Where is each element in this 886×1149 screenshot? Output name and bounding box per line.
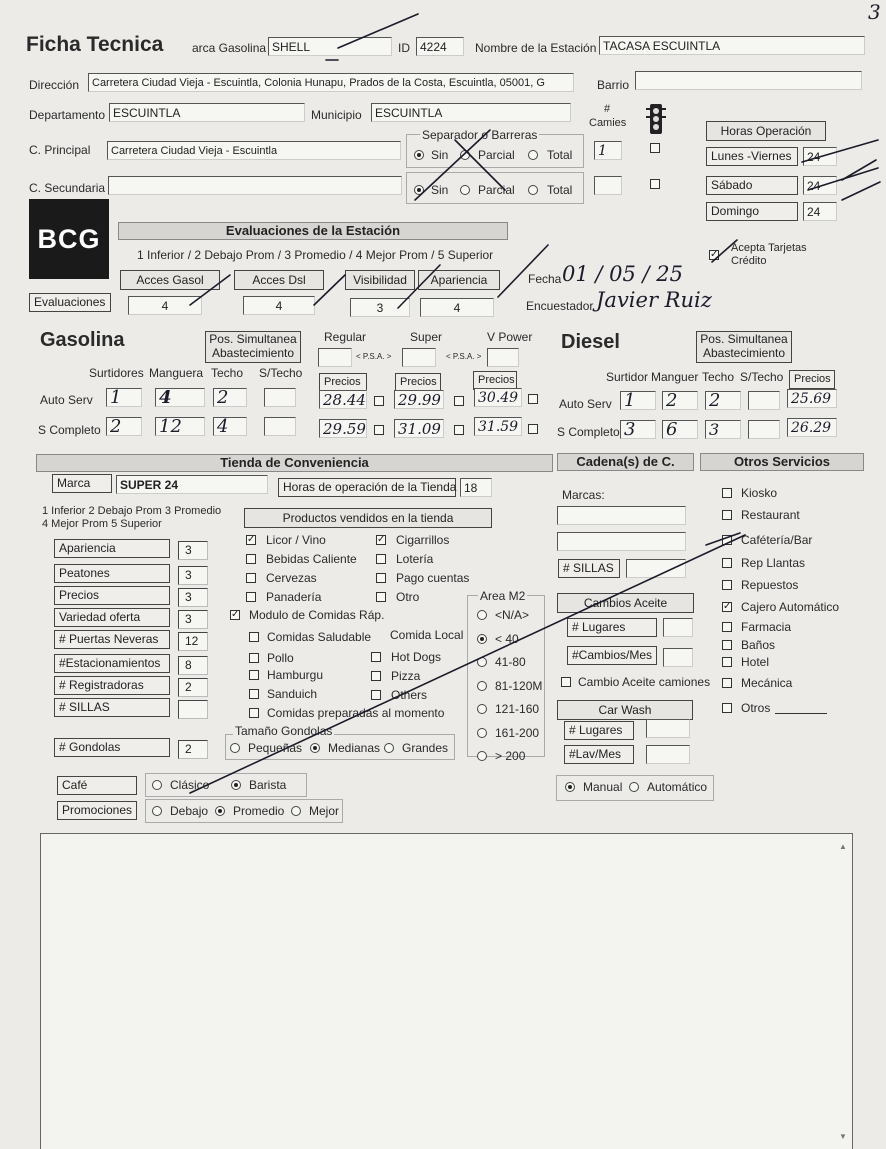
comida-1-label: Pollo: [267, 651, 294, 665]
otros-cajero-autom-tico-label: Cajero Automático: [741, 600, 840, 614]
gas-scompleto-label: S Completo: [38, 423, 101, 437]
gas-scompleto-p1-check[interactable]: [374, 425, 384, 435]
otros-ba-os-label: Baños: [741, 638, 776, 652]
otros-repuestos-label: Repuestos: [741, 578, 799, 592]
producto2-1-check[interactable]: [376, 554, 386, 564]
modulo-comidas-label: Modulo de Comidas Ráp.: [249, 608, 385, 622]
diesel-title: Diesel: [561, 331, 620, 353]
area-0-label: <N/A>: [495, 608, 530, 622]
barrio-field[interactable]: [635, 71, 862, 90]
comida2-1-label: Pizza: [391, 669, 421, 683]
gas-col-surtidores: Surtidores: [89, 366, 144, 380]
gas-autoserv-label: Auto Serv: [40, 393, 93, 407]
id-field[interactable]: 4224: [416, 37, 464, 56]
gas-scompleto-p2[interactable]: [394, 419, 444, 438]
dsl-autoserv-surt[interactable]: [620, 391, 656, 410]
gas-autoserv-p2-check[interactable]: [454, 396, 464, 406]
producto-1-check[interactable]: [246, 554, 256, 564]
producto-2-check[interactable]: [246, 573, 256, 583]
sep-principal-total-radio[interactable]: [528, 150, 538, 160]
rating-peatones-field[interactable]: 3: [178, 566, 208, 585]
otros-servicios-title: Otros Servicios: [700, 453, 864, 471]
scroll-up-icon[interactable]: ▲: [839, 842, 847, 851]
otros-farmacia-label: Farmacia: [741, 620, 792, 634]
lav-mes-field[interactable]: [646, 745, 690, 764]
cadena-marcas-label: Marcas:: [562, 488, 605, 502]
precios-regular-label: Precios: [319, 373, 367, 392]
producto2-2-check[interactable]: [376, 573, 386, 583]
precios-vpower-label: Precios: [473, 371, 517, 390]
otros-otros-check[interactable]: [722, 703, 732, 713]
area-5-radio[interactable]: [477, 728, 487, 738]
gondola-2-label: Grandes: [402, 741, 449, 755]
rating-gondolas-label: # Gondolas: [54, 738, 170, 757]
barrio-label: Barrio: [597, 78, 630, 92]
direccion-field[interactable]: Carretera Ciudad Vieja - Escuintla, Colonia Hunapu, Prados de la Costa, Escuintla, 05001, G: [88, 73, 574, 92]
otros-underline: [775, 713, 827, 714]
promociones-label: Promociones: [57, 801, 137, 820]
dsl-autoserv-p[interactable]: [787, 389, 837, 408]
dsl-col-manguer: Manguer: [651, 370, 699, 384]
rating-estacionamientos-label: #Estacionamientos: [54, 654, 170, 673]
apariencia-field[interactable]: 4: [420, 298, 494, 317]
promo-2-label: Mejor: [309, 804, 340, 818]
gas-scompleto-p3-check[interactable]: [528, 424, 538, 434]
visibilidad-button[interactable]: Visibilidad: [345, 270, 415, 290]
otros-caf-ter-a-bar-label: Cafétería/Bar: [741, 533, 813, 547]
gas-scompleto-p2-value: 31.09: [398, 420, 441, 438]
tienda-horas-field[interactable]: 18: [460, 478, 492, 497]
rating-apariencia-field[interactable]: 3: [178, 541, 208, 560]
otros-rep-llantas-label: Rep Llantas: [741, 556, 806, 570]
area-0-radio[interactable]: [477, 610, 487, 620]
cadena-marca-1-field[interactable]: [557, 506, 686, 525]
otros-otros-label: Otros: [741, 701, 771, 715]
area-2-radio[interactable]: [477, 657, 487, 667]
sep-secundaria-sin-radio[interactable]: [414, 185, 424, 195]
cambio-aceite-camiones-label: Cambio Aceite camiones: [578, 675, 711, 689]
comida-0-check[interactable]: [249, 632, 259, 642]
cafe-0-label: Clásico: [170, 778, 210, 792]
separador-label: Separador o Barreras: [422, 128, 538, 142]
sabado-field[interactable]: 24: [803, 176, 837, 195]
comida-2-check[interactable]: [249, 670, 259, 680]
gas-autoserv-p2[interactable]: [394, 390, 444, 409]
gas-autoserv-techo-value: 2: [217, 388, 229, 407]
gas-col-manguera: Manguera: [149, 366, 204, 380]
producto2-0-label: Cigarrillos: [396, 533, 450, 547]
dsl-autoserv-techo-value: 2: [709, 391, 721, 410]
dsl-scompleto-techo-value: 3: [709, 420, 720, 439]
c-secundaria-field[interactable]: [108, 176, 402, 195]
area-4-label: 121-160: [495, 702, 540, 716]
fecha-value: 01 / 05 / 25: [562, 262, 684, 286]
otros-repuestos-check[interactable]: [722, 580, 732, 590]
rating-gondolas-field[interactable]: 2: [178, 740, 208, 759]
gas-scompleto-stecho[interactable]: [264, 417, 296, 436]
tamano-gondolas-label: Tamaño Gondolas: [235, 724, 333, 738]
dsl-col-stecho: S/Techo: [740, 370, 784, 384]
fecha-label: Fecha: [528, 272, 562, 286]
area-1-radio[interactable]: [477, 634, 487, 644]
acces-gasol-field[interactable]: 4: [128, 296, 202, 315]
comida-3-label: Sanduich: [267, 687, 318, 701]
municipio-field[interactable]: ESCUINTLA: [371, 103, 571, 122]
id-label: ID: [398, 41, 410, 55]
visibilidad-field[interactable]: 3: [350, 298, 410, 317]
rating-registradoras-field[interactable]: 2: [178, 678, 208, 697]
otros-kiosko-check[interactable]: [722, 488, 732, 498]
domingo-label: Domingo: [706, 202, 798, 221]
comida-local-label: Comida Local: [390, 628, 464, 642]
dsl-autoserv-p-value: 25.69: [791, 391, 832, 407]
gas-autoserv-mang[interactable]: [155, 388, 205, 407]
domingo-field[interactable]: 24: [803, 202, 837, 221]
gondola-1-radio[interactable]: [310, 743, 320, 753]
vpower-label: V Power: [487, 330, 533, 344]
cambios-aceite-button[interactable]: Cambios Aceite: [557, 593, 694, 613]
cadena-sillas-field[interactable]: [626, 559, 686, 578]
gas-autoserv-surt[interactable]: [106, 388, 142, 407]
camiones-secundaria-check[interactable]: [650, 179, 660, 189]
gas-autoserv-p1[interactable]: [319, 390, 367, 409]
cadena-marca-2-field[interactable]: [557, 532, 686, 551]
cadena-sillas-label: # SILLAS: [558, 559, 620, 578]
sep-secundaria-parcial-radio[interactable]: [460, 185, 470, 195]
otros-kiosko-label: Kiosko: [741, 486, 778, 500]
gas-scompleto-p3-value: 31.59: [478, 419, 519, 435]
producto-2-label: Cervezas: [266, 571, 317, 585]
c-principal-label: C. Principal: [29, 143, 91, 157]
rating-estacionamientos-field[interactable]: 8: [178, 656, 208, 675]
wash-0-label: Manual: [583, 780, 623, 794]
producto2-3-label: Otro: [396, 590, 420, 604]
rating-sillas-label: # SILLAS: [54, 698, 170, 717]
comida2-2-label: Others: [391, 688, 428, 702]
camiones-principal-check[interactable]: [650, 143, 660, 153]
dsl-scompleto-p[interactable]: [787, 418, 837, 437]
modulo-comidas-check[interactable]: ✓: [231, 609, 240, 620]
notes-scrollbar[interactable]: [836, 836, 850, 1141]
producto2-3-check[interactable]: [376, 592, 386, 602]
page-title: Ficha Tecnica: [26, 33, 164, 56]
gas-autoserv-p1-value: 28.44: [323, 391, 366, 409]
productos-vendidos-button[interactable]: Productos vendidos en la tienda: [244, 508, 492, 528]
lugares2-label: # Lugares: [564, 721, 634, 740]
promo-1-radio[interactable]: [215, 806, 225, 816]
sep-secundaria-total-radio[interactable]: [528, 185, 538, 195]
comida-3-check[interactable]: [249, 689, 259, 699]
sep-principal-total-label: Total: [547, 148, 573, 162]
lugares-label: # Lugares: [567, 618, 657, 637]
otros-hotel-check[interactable]: [722, 657, 732, 667]
area-6-label: > 200: [495, 749, 526, 763]
rating-precios-label: Precios: [54, 586, 170, 605]
producto2-0-check[interactable]: ✓: [377, 534, 386, 545]
psa-label-1: < P.S.A. >: [356, 352, 392, 361]
rating-precios-field[interactable]: 3: [178, 588, 208, 607]
gondola-2-radio[interactable]: [384, 743, 394, 753]
producto-0-label: Licor / Vino: [266, 533, 326, 547]
promo-0-label: Debajo: [170, 804, 209, 818]
rating-puertas-neveras-field[interactable]: 12: [178, 632, 208, 651]
notes-area[interactable]: [40, 833, 853, 1149]
dsl-autoserv-label: Auto Serv: [559, 397, 612, 411]
area-3-label: 81-120M: [495, 678, 543, 693]
comida-2-label: Hamburgu: [267, 668, 324, 682]
gondola-1-label: Medianas: [328, 741, 381, 755]
gas-autoserv-stecho[interactable]: [264, 388, 296, 407]
departamento-field[interactable]: ESCUINTLA: [109, 103, 305, 122]
cadena-title: Cadena(s) de C.: [557, 453, 694, 471]
marca-gasolina-field[interactable]: SHELL: [268, 37, 392, 56]
sep-principal-parcial-radio[interactable]: [460, 150, 470, 160]
producto-3-label: Panadería: [266, 590, 322, 604]
cambios-mes-field[interactable]: [663, 648, 693, 667]
acces-dsl-field[interactable]: 4: [243, 296, 315, 315]
gas-scompleto-p1[interactable]: [319, 419, 367, 438]
lav-mes-label: #Lav/Mes: [564, 745, 634, 764]
dsl-col-surtidor: Surtidor: [606, 370, 649, 384]
dsl-scompleto-mang-value: 6: [666, 420, 678, 439]
lugares2-field[interactable]: [646, 719, 690, 738]
tienda-scale-2: 4 Mejor Prom 5 Superior: [42, 518, 162, 530]
rating-apariencia-label: Apariencia: [54, 539, 170, 558]
regular-label: Regular: [324, 330, 367, 344]
sep-principal-sin-label: Sin: [431, 148, 449, 162]
precios-super-label: Precios: [395, 373, 441, 392]
area-6-radio[interactable]: [477, 751, 487, 761]
camiones-label: Camies: [589, 117, 627, 129]
comida-0-label: Comidas Saludable: [267, 630, 372, 644]
sep-secundaria-parcial-label: Parcial: [478, 183, 515, 197]
gas-autoserv-p2-value: 29.99: [398, 391, 441, 409]
dsl-scompleto-surt[interactable]: [620, 420, 656, 439]
camiones-secundaria-field[interactable]: [594, 176, 622, 195]
gas-autoserv-p3[interactable]: [474, 388, 522, 407]
cafe-0-radio[interactable]: [152, 780, 162, 790]
gas-scompleto-techo[interactable]: [213, 417, 247, 436]
sep-secundaria-total-label: Total: [547, 183, 573, 197]
promo-2-radio[interactable]: [291, 806, 301, 816]
area-2-label: 41-80: [495, 655, 526, 669]
cambio-aceite-camiones-check[interactable]: [561, 677, 571, 687]
c-secundaria-label: C. Secundaria: [29, 181, 106, 195]
comida-4-label: Comidas preparadas al momento: [267, 706, 445, 720]
encuestador-value: Javier Ruiz: [596, 288, 712, 312]
lunes-viernes-label: Lunes -Viernes: [706, 147, 798, 166]
area-4-radio[interactable]: [477, 704, 487, 714]
gas-scompleto-techo-value: 4: [217, 417, 229, 436]
gas-autoserv-p1-check[interactable]: [374, 396, 384, 406]
acces-dsl-button[interactable]: Acces Dsl: [234, 270, 324, 290]
camiones-principal-field[interactable]: [594, 141, 622, 160]
otros-farmacia-check[interactable]: [722, 622, 732, 632]
producto2-2-label: Pago cuentas: [396, 571, 470, 585]
promo-1-label: Promedio: [233, 804, 285, 818]
municipio-label: Municipio: [311, 108, 362, 122]
sep-principal-sin-radio[interactable]: [414, 150, 424, 160]
dsl-scompleto-techo[interactable]: [705, 420, 741, 439]
apariencia-button[interactable]: Apariencia: [418, 270, 500, 290]
area-3-radio[interactable]: [477, 681, 487, 691]
marca-gasolina-label: arca Gasolina: [192, 41, 267, 55]
diesel-pos-simultanea-button[interactable]: Pos. Simultanea Abastecimiento: [696, 331, 792, 363]
tienda-marca-label: Marca: [52, 474, 112, 493]
rating-variedad-oferta-field[interactable]: 3: [178, 610, 208, 629]
evaluaciones-title: Evaluaciones de la Estación: [118, 222, 508, 240]
dsl-scompleto-surt-value: 3: [624, 420, 636, 439]
dsl-scompleto-mang[interactable]: [662, 420, 698, 439]
encuestador-label: Encuestador: [526, 299, 594, 313]
otros-caf-ter-a-bar-check[interactable]: [722, 535, 732, 545]
gasolina-pos-simultanea-button[interactable]: Pos. Simultanea Abastecimiento: [205, 331, 301, 363]
cafe-1-label: Barista: [249, 778, 287, 792]
producto-0-check[interactable]: ✓: [247, 534, 256, 545]
camiones-hash-label: #: [604, 103, 611, 115]
comida-1-check[interactable]: [249, 653, 259, 663]
otros-mec-nica-check[interactable]: [722, 678, 732, 688]
gas-autoserv-techo[interactable]: [213, 388, 247, 407]
otros-hotel-label: Hotel: [741, 655, 770, 669]
gas-col-stecho: S/Techo: [259, 366, 303, 380]
cambios-mes-label: #Cambios/Mes: [567, 646, 657, 665]
dsl-autoserv-surt-value: 1: [624, 391, 636, 410]
page-number: 3: [868, 0, 881, 24]
otros-ba-os-check[interactable]: [722, 640, 732, 650]
psa-regular-field[interactable]: [318, 348, 352, 367]
otros-mec-nica-label: Mecánica: [741, 676, 793, 690]
sep-principal-parcial-label: Parcial: [478, 148, 515, 162]
producto-3-check[interactable]: [246, 592, 256, 602]
tarjetas-check[interactable]: ✓: [710, 249, 719, 260]
gas-scompleto-p1-value: 29.59: [323, 420, 366, 438]
rating-variedad-oferta-label: Variedad oferta: [54, 608, 170, 627]
scroll-down-icon[interactable]: ▼: [839, 1132, 847, 1141]
area-1-label: < 40: [495, 631, 519, 646]
sabado-label: Sábado: [706, 176, 798, 195]
comida-4-check[interactable]: [249, 708, 259, 718]
gasolina-title: Gasolina: [40, 329, 125, 351]
gas-autoserv-mang-value: 4: [159, 388, 172, 407]
gondola-0-label: Pequeñas: [248, 741, 303, 755]
dsl-precios-label: Precios: [789, 370, 835, 389]
dsl-scompleto-stecho[interactable]: [748, 420, 780, 439]
dsl-autoserv-stecho[interactable]: [748, 391, 780, 410]
dsl-autoserv-techo[interactable]: [705, 391, 741, 410]
sep-secundaria-sin-label: Sin: [431, 183, 449, 197]
producto2-1-label: Lotería: [396, 552, 434, 566]
direccion-label: Dirección: [29, 78, 80, 92]
gondola-0-radio[interactable]: [230, 743, 240, 753]
area-label: Area M2: [480, 589, 526, 603]
gas-scompleto-p2-check[interactable]: [454, 425, 464, 435]
camiones-principal-value: 1: [598, 143, 607, 159]
dsl-col-techo: Techo: [702, 370, 735, 384]
horas-operacion-button[interactable]: Horas Operación: [706, 121, 826, 141]
gas-scompleto-mang[interactable]: [155, 417, 205, 436]
gas-autoserv-p3-check[interactable]: [528, 394, 538, 404]
bcg-logo: BCG: [29, 199, 109, 279]
evaluaciones-row-label: Evaluaciones: [29, 293, 111, 312]
comida2-0-check[interactable]: [371, 652, 381, 662]
dsl-scompleto-label: S Completo: [557, 425, 620, 439]
producto-1-label: Bebidas Caliente: [266, 552, 357, 566]
otros-restaurant-label: Restaurant: [741, 508, 800, 522]
gas-scompleto-p3[interactable]: [474, 417, 522, 436]
otros-cajero-autom-tico-check[interactable]: ✓: [723, 601, 732, 612]
psa-vpower-field[interactable]: [487, 348, 519, 367]
gas-scompleto-mang-value: 12: [159, 417, 182, 436]
gas-autoserv-p3-value: 30.49: [478, 390, 519, 406]
acces-gasol-button[interactable]: Acces Gasol: [120, 270, 220, 290]
comida2-2-check[interactable]: [371, 690, 381, 700]
evaluaciones-scale: 1 Inferior / 2 Debajo Prom / 3 Promedio / 4 Mejor Prom / 5 Superior: [137, 248, 494, 262]
cafe-1-radio[interactable]: [231, 780, 241, 790]
area-5-label: 161-200: [495, 725, 540, 740]
otros-rep-llantas-check[interactable]: [722, 558, 732, 568]
super-label: Super: [410, 330, 443, 344]
tarjetas-label: Acepta Tarjetas Crédito: [731, 242, 807, 267]
tienda-horas-label: Horas de operación de la Tienda: [278, 478, 456, 497]
tienda-title: Tienda de Conveniencia: [36, 454, 553, 472]
c-principal-field[interactable]: Carretera Ciudad Vieja - Escuintla: [107, 141, 401, 160]
rating-registradoras-label: # Registradoras: [54, 676, 170, 695]
wash-0-radio[interactable]: [565, 782, 575, 792]
cafe-label: Café: [57, 776, 137, 795]
rating-puertas-neveras-label: # Puertas Neveras: [54, 630, 170, 649]
gas-scompleto-surt-value: 2: [110, 417, 122, 436]
car-wash-button[interactable]: Car Wash: [557, 700, 693, 720]
traffic-light-icon: [645, 102, 667, 136]
departamento-label: Departamento: [29, 108, 106, 122]
dsl-autoserv-mang[interactable]: [662, 391, 698, 410]
tienda-marca-field[interactable]: SUPER 24: [116, 475, 268, 494]
dsl-autoserv-mang-value: 2: [666, 391, 678, 410]
wash-1-label: Automático: [647, 780, 708, 794]
lunes-viernes-field[interactable]: 24: [803, 147, 837, 166]
psa-label-2: < P.S.A. >: [446, 352, 482, 361]
comida2-0-label: Hot Dogs: [391, 650, 442, 664]
dsl-scompleto-p-value: 26.29: [791, 420, 832, 436]
gas-col-techo: Techo: [211, 366, 244, 380]
gas-scompleto-surt[interactable]: [106, 417, 142, 436]
promo-0-radio[interactable]: [152, 806, 162, 816]
gas-autoserv-surt-value: 1: [110, 388, 122, 407]
comida2-1-check[interactable]: [371, 671, 381, 681]
wash-1-radio[interactable]: [629, 782, 639, 792]
psa-super-field[interactable]: [402, 348, 436, 367]
nombre-estacion-label: Nombre de la Estación: [475, 41, 597, 55]
lugares-field[interactable]: [663, 618, 693, 637]
rating-peatones-label: Peatones: [54, 564, 170, 583]
otros-restaurant-check[interactable]: [722, 510, 732, 520]
tienda-scale-1: 1 Inferior 2 Debajo Prom 3 Promedio: [42, 505, 222, 517]
nombre-estacion-field[interactable]: TACASA ESCUINTLA: [599, 36, 865, 55]
rating-sillas-field[interactable]: [178, 700, 208, 719]
